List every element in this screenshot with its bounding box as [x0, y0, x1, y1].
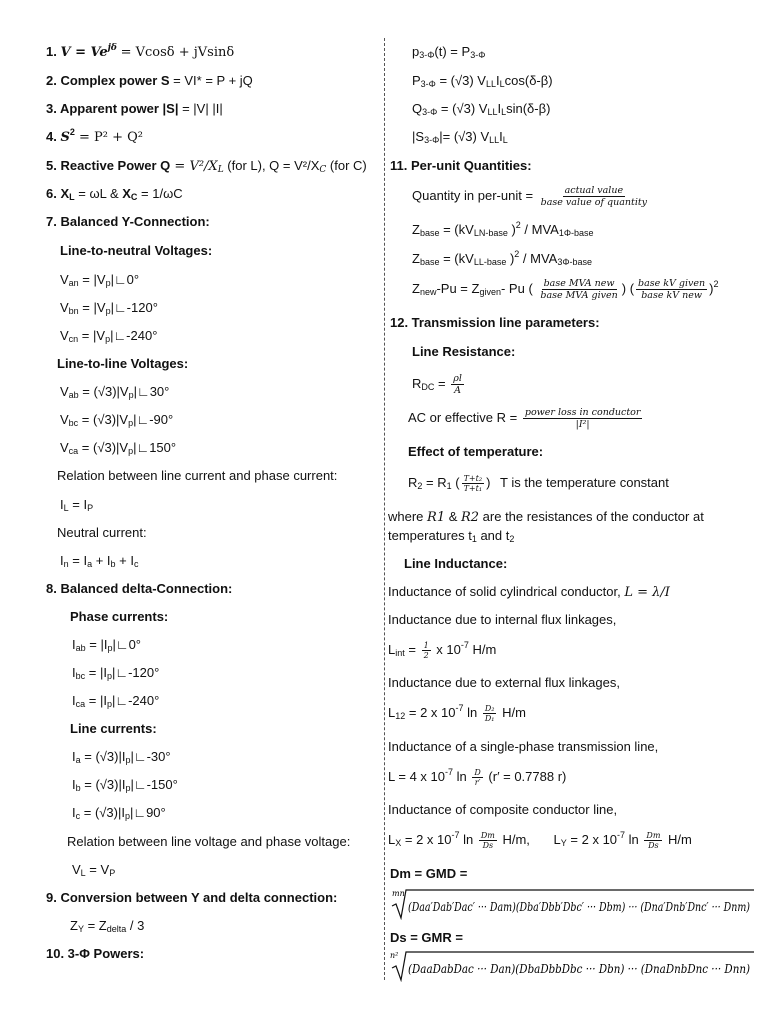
- line-inductance-heading: Line Inductance:: [404, 556, 508, 571]
- p3-formula: $P_{3-\Phi} = (√3)$ $V_{LL}I_L\cos(\delta-\beta)$: [412, 73, 553, 89]
- line-to-line-heading: Line-to-line Voltages:: [57, 356, 189, 371]
- q3-formula: $Q_{3-\Phi} = (√3)$ $V_{LL}I_L\sin(\delta-\beta)$: [412, 101, 551, 117]
- ic-formula: $I_c$ = $(√3)|I_p|∟90^\circ$: [72, 805, 166, 821]
- formula-2: 2. Complex power S = VI* = P + jQ: [46, 73, 253, 88]
- section-9-heading: 9. Conversion between Y and delta connection:: [46, 890, 338, 905]
- ia-formula: $I_a$ = $(√3)|I_p|∟-30^\circ$: [72, 749, 171, 765]
- where-line-1: where R1 & R2 are the resistances of the conductor at: [388, 509, 704, 525]
- vab-formula: $V_{ab}$ = $(√3)|V_p|∟30^\circ$: [60, 384, 170, 400]
- zbase-1phase-formula: $Z_{base} = (kV_{LN-base}$ )$^2 / MVA_{1\Phi-base}$: [412, 220, 594, 238]
- column-divider: [384, 38, 385, 980]
- single-phase-text: Inductance of a single-phase transmission line,: [388, 739, 659, 754]
- external-flux-text: Inductance due to external flux linkages,: [388, 675, 620, 690]
- formula-5: 5. Reactive Power $Q = V^2/X_L$ (for L), $Q = V^2/X_C$ (for C): [46, 158, 367, 175]
- line-resistance-heading: Line Resistance:: [412, 344, 516, 359]
- lx-ly-formula: $L_X = 2$ x $10^{-7}$ ln $\frac{Dm}{Ds}$ H/m, $L_Y = 2$ x $10^{-7}$ ln $\frac{Dm}{Ds}$ H/m: [388, 830, 692, 851]
- vcn-formula: $V_{cn}$ = $|V_p|∟-240^\circ$: [60, 328, 158, 344]
- solid-conductor-text: Inductance of solid cylindrical conductor, L = λ/I: [388, 584, 670, 600]
- line-to-neutral-heading: Line-to-neutral Voltages:: [60, 243, 213, 258]
- l12-formula: $L_{12} = 2$ x $10^{-7}$ ln $\frac{\text{D₂}}{\text{D₁}}$ H/m: [388, 703, 526, 724]
- vca-formula: $V_{ca}$ = $(√3)|V_p|∟150^\circ$: [60, 440, 177, 456]
- rdc-formula: $R_{DC}$ = $\frac{\rho l}{A}$: [412, 373, 462, 397]
- ac-resistance-formula: AC or effective R = $\frac{\text{power loss in conductor}}{\text{|I²|}}$: [408, 407, 641, 431]
- section-7-heading: 7. Balanced Y-Connection:: [46, 214, 210, 229]
- zbase-3phase-formula: $Z_{base} = (kV_{LL-base}$ )$^2 / MVA_{3\Phi-base}$: [412, 249, 593, 267]
- gmd-radical: [390, 888, 754, 920]
- ibc-formula: $I_{bc}$ = $|I_p|∟-120^\circ$: [72, 665, 160, 681]
- gmd-root-index: mn: [392, 889, 405, 898]
- phase-currents-heading: Phase currents:: [70, 609, 169, 624]
- lint-formula: $L_{int}$ = $\frac{1}{2}$ x $10^{-7}$ H/m: [388, 640, 497, 661]
- z-new-pu-formula: $Z_{new}-Pu = Z_{given}-$ Pu ( $\frac{\text{base MVA new}}{\text{base MVA given}}$ ) ( $\frac{\text{base kV given}}{\text{base kV new}}$ )$^2$: [412, 278, 719, 302]
- gmd-formula: [390, 888, 754, 920]
- gmr-expression: (DaaDabDac ··· Dan)(DbaDbbDbc ··· Dbn) ··· (DnaDnbDnc ··· Dnn): [408, 961, 751, 976]
- vbn-formula: $V_{bn}$ = $|V_p|∟-120^\circ$: [60, 300, 158, 316]
- formula-4: 4. $S^2 = P^2 + Q^2$: [46, 127, 144, 145]
- section-12-heading: 12. Transmission line parameters:: [390, 315, 600, 330]
- zy-formula: $Z_Y = Z_{delta} / 3$: [70, 918, 145, 934]
- gmd-expression: (Daa′Dab′Dac′ ··· Dam)(Dba′Dbb′Dbc′ ··· Dbm) ··· (Dna′Dnb′Dnc′ ··· Dnm): [408, 899, 751, 914]
- line-currents-heading: Line currents:: [70, 721, 157, 736]
- s3-formula: $|S_{3-\Phi}|= (√3)$ $V_{LL}I_L$: [412, 129, 508, 145]
- formula-6: 6. $X_L = \omega L$ & $X_C = 1/\omega C$: [46, 186, 183, 202]
- section-8-heading: 8. Balanced delta-Connection:: [46, 581, 233, 596]
- composite-conductor-text: Inductance of composite conductor line,: [388, 802, 618, 817]
- iab-formula: $I_{ab}$ = $|I_p|∟0^\circ$: [72, 637, 142, 653]
- gmr-radical: [390, 950, 754, 982]
- gmr-root-index: n²: [390, 951, 399, 960]
- ica-formula: $I_{ca}$ = $|I_p|∟-240^\circ$: [72, 693, 160, 709]
- single-phase-formula: L = 4 x $10^{-7}$ ln $\frac{D}{r'}$ (r′ = 0.7788 r): [388, 767, 567, 788]
- p3-instant-formula: $p_{3-\Phi}(t) = P_{3-\Phi}$: [412, 44, 486, 60]
- section-10-heading: 10. 3-Φ Powers:: [46, 946, 145, 961]
- vbc-formula: $V_{bc}$ = $(√3)|V_p|∟-90^\circ$: [60, 412, 174, 428]
- delta-relation-text: Relation between line voltage and phase voltage:: [67, 834, 351, 849]
- il-ip-formula: $I_L = I_P$: [60, 497, 94, 513]
- neutral-current-text: Neutral current:: [57, 525, 147, 540]
- temperature-heading: Effect of temperature:: [408, 444, 544, 459]
- vl-vp-formula: $V_L = V_P$: [72, 862, 116, 878]
- formula-1: 1. $V = Ve^{j\delta} = Vcos\delta + jVsin\delta$: [46, 43, 235, 60]
- van-formula: $V_{an}$ = $|V_p|∟0^\circ$: [60, 272, 140, 288]
- per-unit-formula: Quantity in per-unit = $\frac{\text{actual value}}{\text{base value of quantity}}$: [412, 185, 648, 209]
- internal-flux-text: Inductance due to internal flux linkages,: [388, 612, 617, 627]
- formula-3: 3. Apparent power |S| = |V| |I|: [46, 101, 223, 116]
- ib-formula: $I_b$ = $(√3)|I_p|∟-150^\circ$: [72, 777, 178, 793]
- gmr-formula: [390, 950, 754, 982]
- y-relation-text: Relation between line current and phase current:: [57, 468, 338, 483]
- neutral-current-formula: $I_n = I_a + I_b + I_c$: [60, 553, 139, 569]
- gmd-heading: Dm = GMD =: [390, 866, 468, 881]
- section-11-heading: 11. Per-unit Quantities:: [390, 158, 532, 173]
- where-line-2: temperatures $t_1$ and $t_2$: [388, 528, 515, 544]
- r2-formula: $R_2 = R_1$ ( $\frac{\text{T+t₂}}{\text{T+t₁}}$ ) T is the temperature constant: [408, 474, 669, 494]
- gmr-heading: Ds = GMR =: [390, 930, 463, 945]
